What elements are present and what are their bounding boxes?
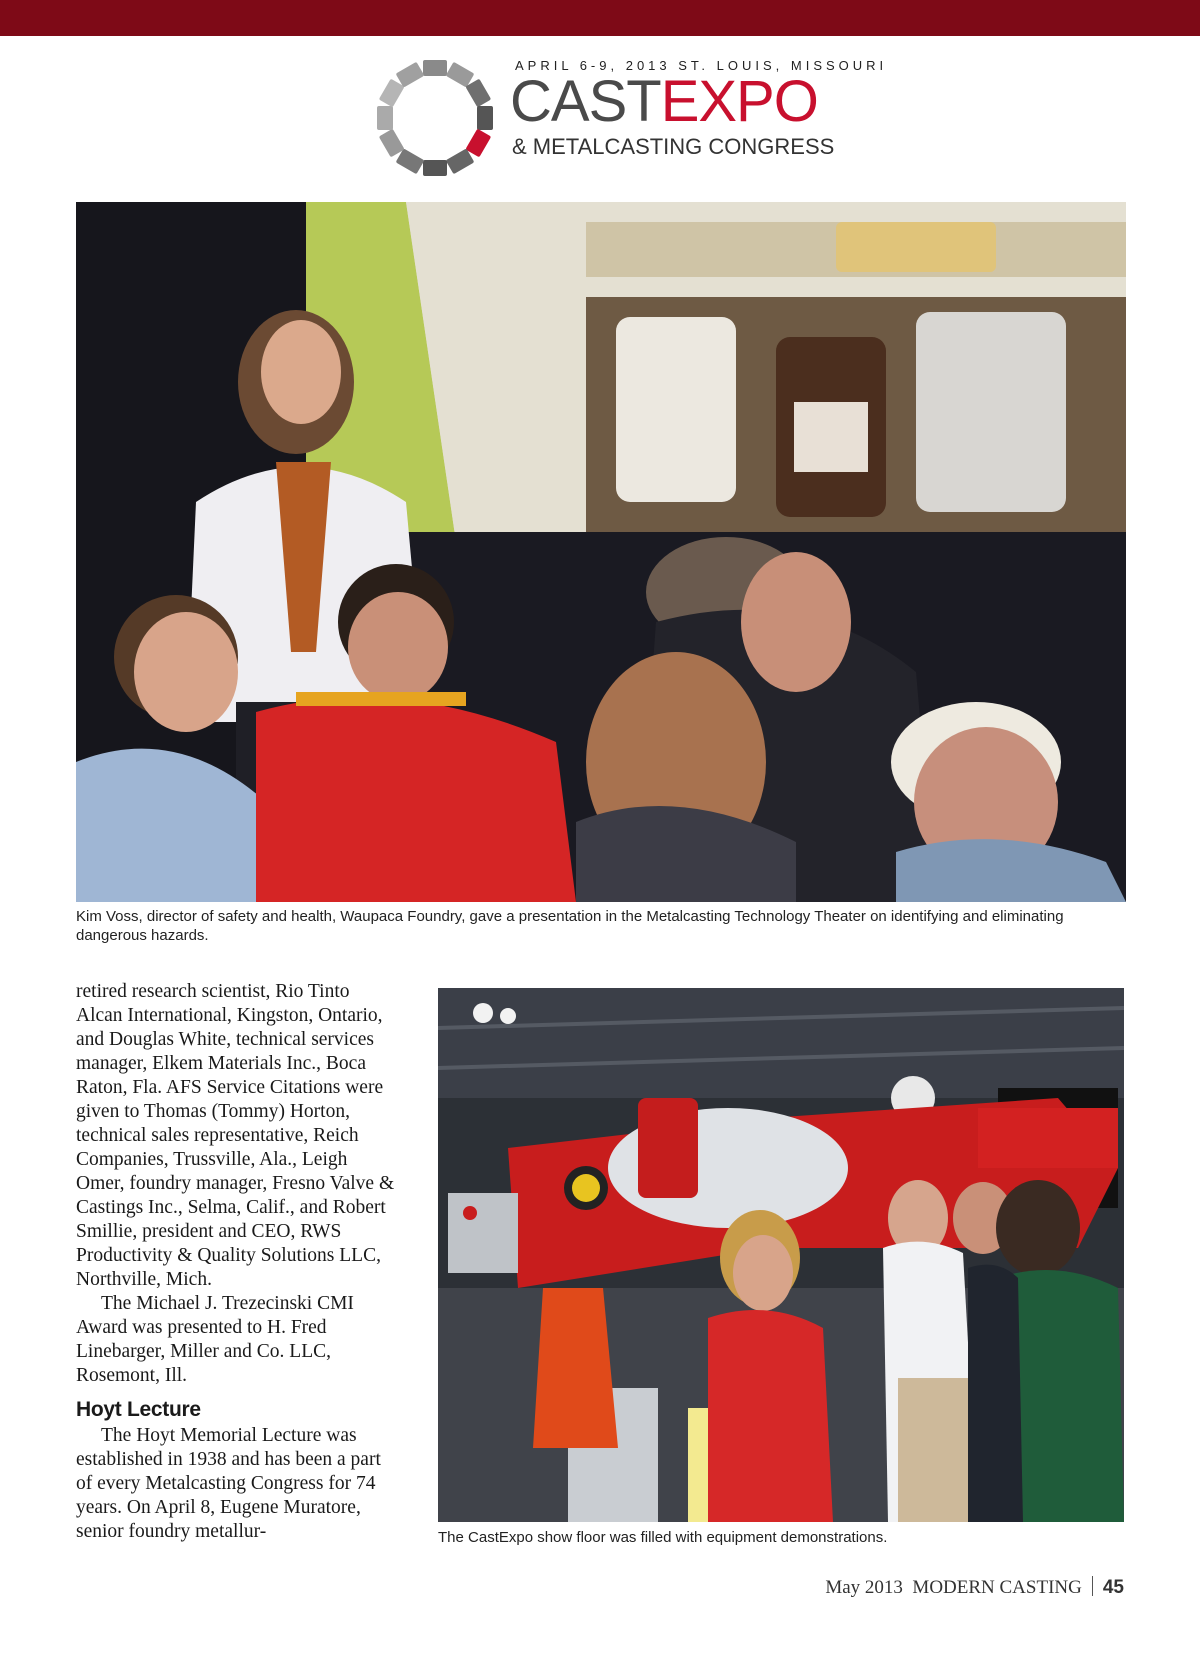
presentation-photo	[76, 202, 1126, 902]
logo-word-expo: EXPO	[660, 69, 818, 134]
top-color-bar	[0, 0, 1200, 36]
footer-issue: May 2013	[825, 1577, 903, 1598]
show-floor-photo	[438, 988, 1124, 1522]
castexpo-logo	[360, 52, 888, 178]
article-paragraph: retired research scientist, Rio Tinto Alcan International, Kingston, Ontario, and Douglas White, technical services manager, Elkem Materials Inc., Boca Raton, Fla. AFS Service Citations were given to Thomas (Tommy) Horton, technical sales representative, Reich Companies, Trussville, Ala., Leigh Omer, foundry manager, Fresno Valve & Castings Inc., Selma, Calif., and Robert Smillie, president and CEO, RWS Productivity & Quality Solutions LLC, Northville, Mich.	[76, 981, 395, 1290]
section-heading: Hoyt Lecture	[76, 1398, 201, 1421]
logo-subtitle: & METALCASTING CONGRESS	[512, 134, 835, 159]
ring-emblem-icon	[360, 52, 510, 178]
page-footer	[825, 1576, 1124, 1599]
footer-divider	[1092, 1576, 1093, 1596]
photo-caption-2: The CastExpo show floor was filled with equipment demonstrations.	[438, 1529, 888, 1546]
photo-caption-1: Kim Voss, director of safety and health, Waupaca Foundry, gave a presentation in the Metalcasting Technology Theater on identifying and eliminating dangerous hazards.	[76, 908, 1064, 944]
logo-wordmark	[510, 70, 818, 134]
article-paragraph: The Hoyt Memorial Lecture was established in 1938 and has been a part of every Metalcasting Congress for 74 years. On April 8, Eugene Muratore, senior foundry metallur-	[76, 1425, 381, 1542]
article-paragraph: The Michael J. Trezecinski CMI Award was presented to H. Fred Linebarger, Miller and Co. LLC, Rosemont, Ill.	[76, 1293, 354, 1386]
logo-word-cast: CAST	[510, 69, 661, 134]
article-body	[76, 980, 398, 1544]
footer-magazine: MODERN CASTING	[912, 1577, 1082, 1598]
logo-date: APRIL 6-9, 2013 ST. LOUIS, MISSOURI	[515, 58, 888, 73]
page-number: 45	[1102, 1577, 1124, 1598]
